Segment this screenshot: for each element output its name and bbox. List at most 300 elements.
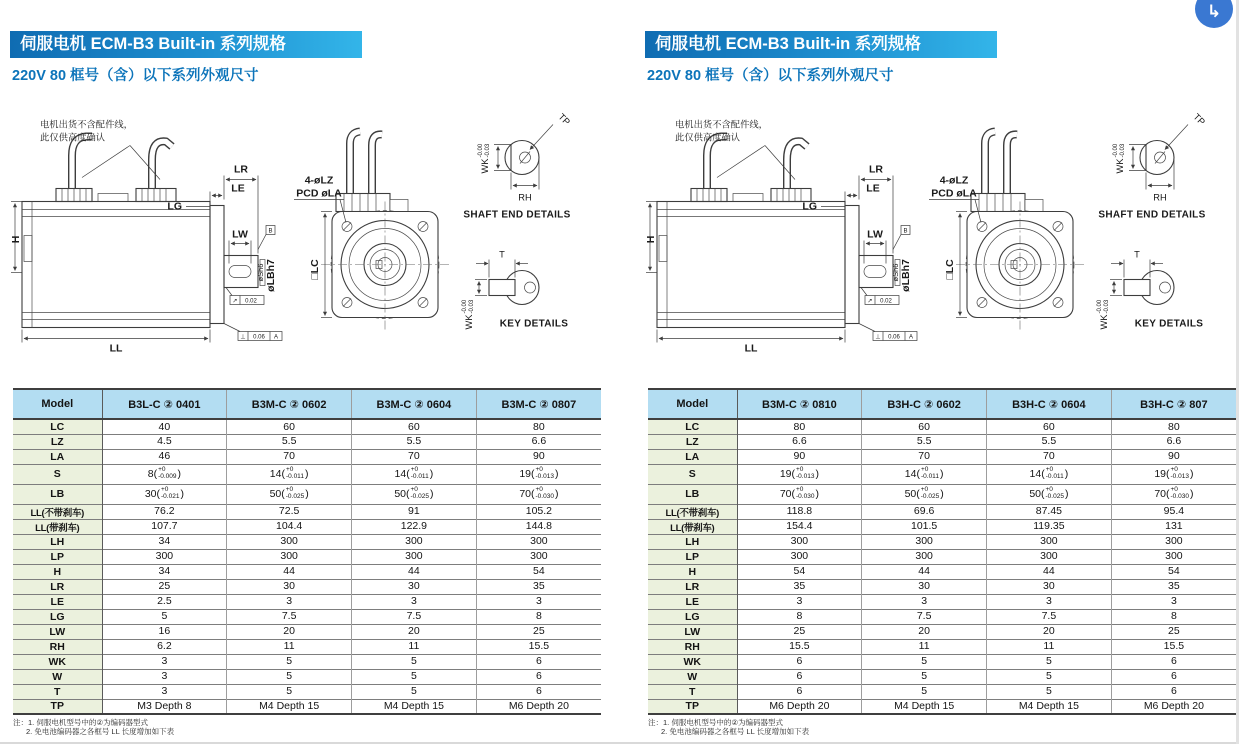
table-row: [648, 534, 1236, 549]
row-label: LZ: [648, 434, 737, 449]
table-cell: 104.4: [227, 519, 352, 534]
table-cell: 6.6: [476, 434, 601, 449]
tolerance-lower: -0.011: [920, 473, 939, 480]
column-header-model: B3M-C ② 0810: [737, 389, 862, 419]
table-cell: 300: [476, 534, 601, 549]
value-close: ): [304, 467, 309, 480]
table-row: [648, 639, 1236, 654]
row-label: LW: [13, 624, 102, 639]
tolerance-stack: [1171, 486, 1189, 500]
table-cell: 11: [862, 639, 987, 654]
table-cell: M4 Depth 15: [227, 699, 352, 714]
column-header-model: B3L-C ② 0401: [102, 389, 227, 419]
table-cell: [476, 484, 601, 504]
table-cell: 5.5: [987, 434, 1112, 449]
table-cell: 30: [862, 579, 987, 594]
row-label: LR: [13, 579, 102, 594]
table-cell: [737, 484, 862, 504]
table-row: [648, 594, 1236, 609]
table-cell: 90: [476, 449, 601, 464]
table-row: [13, 549, 601, 564]
spec-panel-right: [645, 0, 1239, 744]
value-close: ): [429, 467, 434, 480]
table-cell: 300: [987, 534, 1112, 549]
table-cell: M6 Depth 20: [476, 699, 601, 714]
table-cell: 15.5: [737, 639, 862, 654]
table-cell: 300: [987, 549, 1112, 564]
download-icon: ↳: [1206, 2, 1222, 21]
row-label: LL(带刹车): [13, 519, 102, 534]
note-line-1: 注：1. 伺服电机型号中的②为编码器型式: [648, 718, 784, 727]
tolerance-upper: +0: [410, 466, 419, 473]
tolerance-lower: -0.013: [535, 473, 554, 480]
table-row: [648, 669, 1236, 684]
tolerance-lower: -0.011: [410, 473, 429, 480]
table-cell: 69.6: [862, 504, 987, 519]
table-row: [648, 419, 1236, 434]
table-cell: 30: [987, 579, 1112, 594]
dimension-table: [648, 388, 1236, 715]
value-close: ): [305, 487, 309, 500]
table-cell: 44: [227, 564, 352, 579]
table-cell: 25: [1111, 624, 1236, 639]
table-row: [648, 609, 1236, 624]
tolerance-stack: [536, 486, 554, 500]
table-row: [13, 449, 601, 464]
table-cell: 30: [227, 579, 352, 594]
table-cell: 3: [1111, 594, 1236, 609]
table-cell: 5: [227, 654, 352, 669]
column-header-label: Model: [648, 389, 737, 419]
table-cell: 5: [227, 684, 352, 699]
table-cell: 5: [862, 654, 987, 669]
table-row: [648, 464, 1236, 484]
table-cell: 25: [737, 624, 862, 639]
table-cell: 35: [476, 579, 601, 594]
table-cell: 15.5: [476, 639, 601, 654]
table-cell: M4 Depth 15: [862, 699, 987, 714]
table-row: [648, 699, 1236, 714]
table-cell: 300: [102, 549, 227, 564]
tolerance-lower: -0.030: [1170, 493, 1189, 500]
tolerance-stack: [796, 466, 814, 480]
table-body: [13, 419, 601, 714]
table-cell: 4.5: [102, 434, 227, 449]
row-label: T: [648, 684, 737, 699]
table-cell: [1111, 484, 1236, 504]
tolerance-lower: -0.013: [1170, 473, 1189, 480]
value-close: ): [1189, 487, 1194, 500]
table-cell: 300: [227, 534, 352, 549]
value-close: ): [1189, 467, 1194, 480]
tolerance-upper: +0: [920, 466, 929, 473]
table-row: [648, 484, 1236, 504]
tolerance-upper: +0: [285, 486, 294, 493]
table-cell: 80: [476, 419, 601, 434]
tolerance-lower: -0.009: [158, 473, 177, 480]
section-title: 伺服电机 ECM-B3 Built-in 系列规格: [655, 35, 921, 53]
tolerance-stack: [921, 486, 939, 500]
table-cell: 6: [476, 669, 601, 684]
table-cell: 40: [102, 419, 227, 434]
note-line-2: 2. 免电池编码器之各框号 LL 长度增加如下表: [26, 727, 175, 736]
table-cell: 3: [102, 654, 227, 669]
table-cell: 3: [227, 594, 352, 609]
motor-dimension-diagram: [10, 108, 610, 366]
row-label: LL(不带刹车): [13, 504, 102, 519]
table-cell: 5: [987, 684, 1112, 699]
table-cell: [227, 464, 352, 484]
value-close: ): [815, 487, 819, 500]
value-main: 14(: [904, 467, 920, 480]
tolerance-stack: [411, 486, 429, 500]
table-cell: 118.8: [737, 504, 862, 519]
tolerance-lower: -0.030: [535, 493, 554, 500]
table-cell: 34: [102, 534, 227, 549]
tolerance-lower: -0.025: [410, 493, 429, 500]
table-cell: 20: [987, 624, 1112, 639]
table-cell: M4 Depth 15: [987, 699, 1112, 714]
row-label: LA: [648, 449, 737, 464]
table-cell: 7.5: [862, 609, 987, 624]
value-main: 19(: [1154, 467, 1170, 480]
table-cell: [1111, 464, 1236, 484]
tolerance-upper: +0: [158, 466, 166, 473]
table-cell: 300: [737, 534, 862, 549]
value-main: 50(: [269, 487, 285, 500]
tolerance-upper: +0: [410, 486, 418, 493]
table-cell: [862, 464, 987, 484]
table-cell: 2.5: [102, 594, 227, 609]
table-row: [13, 639, 601, 654]
tolerance-lower: -0.025: [285, 493, 305, 500]
table-cell: 70: [352, 449, 477, 464]
table-cell: 3: [102, 684, 227, 699]
row-label: W: [648, 669, 737, 684]
value-main: 8(: [147, 467, 158, 480]
tolerance-stack: [796, 486, 814, 500]
tolerance-lower: -0.030: [796, 493, 815, 500]
section-subtitle: 220V 80 框号（含）以下系列外观尺寸: [647, 68, 894, 84]
table-cell: 5.5: [227, 434, 352, 449]
tolerance-upper: +0: [920, 486, 929, 493]
table-cell: 105.2: [476, 504, 601, 519]
tolerance-upper: +0: [161, 486, 169, 493]
table-header: [648, 389, 1236, 419]
table-row: [648, 579, 1236, 594]
row-label: LR: [648, 579, 737, 594]
dimension-table: [13, 388, 601, 715]
spec-panel-left: [10, 0, 610, 744]
value-close: ): [177, 467, 182, 480]
table-cell: 60: [352, 419, 477, 434]
table-notes: [13, 718, 601, 736]
table-cell: [352, 484, 477, 504]
value-main: 14(: [269, 467, 285, 480]
row-label: S: [13, 464, 102, 484]
table-cell: 20: [862, 624, 987, 639]
value-main: 14(: [1029, 467, 1045, 480]
table-cell: 300: [227, 549, 352, 564]
table-cell: 60: [227, 419, 352, 434]
value-main: 70(: [519, 487, 535, 500]
table-cell: M6 Depth 20: [737, 699, 862, 714]
column-header-label: Model: [13, 389, 102, 419]
table-cell: 46: [102, 449, 227, 464]
table-row: [648, 504, 1236, 519]
table-row: [648, 564, 1236, 579]
table-cell: 6: [476, 684, 601, 699]
table-cell: 80: [737, 419, 862, 434]
tolerance-upper: +0: [1045, 466, 1054, 473]
table-cell: [227, 484, 352, 504]
table-cell: [476, 464, 601, 484]
tolerance-upper: +0: [535, 466, 543, 473]
table-cell: 6.6: [1111, 434, 1236, 449]
value-main: 30(: [144, 487, 160, 500]
table-cell: 3: [102, 669, 227, 684]
table-cell: 6.2: [102, 639, 227, 654]
header-row: [13, 389, 601, 419]
table-cell: 5: [862, 684, 987, 699]
note-line-1: 注：1. 伺服电机型号中的②为编码器型式: [13, 718, 149, 727]
table-row: [13, 484, 601, 504]
table-cell: 154.4: [737, 519, 862, 534]
value-close: ): [815, 467, 819, 480]
tolerance-upper: +0: [796, 486, 804, 493]
section-title-banner: [645, 31, 997, 58]
value-main: 70(: [1154, 487, 1170, 500]
table-cell: [102, 484, 227, 504]
table-cell: 6: [737, 654, 862, 669]
table-cell: 5: [352, 669, 477, 684]
table-header: [13, 389, 601, 419]
tolerance-lower: -0.013: [796, 473, 815, 480]
tolerance-stack: [286, 466, 304, 480]
table-cell: 60: [987, 419, 1112, 434]
table-cell: 80: [1111, 419, 1236, 434]
table-cell: 30: [352, 579, 477, 594]
table-cell: 6: [1111, 684, 1236, 699]
tolerance-stack: [161, 486, 179, 500]
table-cell: 70: [862, 449, 987, 464]
row-label: H: [13, 564, 102, 579]
table-cell: 5: [862, 669, 987, 684]
table-cell: 54: [1111, 564, 1236, 579]
value-close: ): [554, 487, 559, 500]
table-cell: 90: [737, 449, 862, 464]
column-header-model: B3H-C ② 807: [1111, 389, 1236, 419]
row-label: LP: [13, 549, 102, 564]
table-cell: 90: [1111, 449, 1236, 464]
table-row: [13, 434, 601, 449]
row-label: LP: [648, 549, 737, 564]
table-cell: [862, 484, 987, 504]
table-cell: 76.2: [102, 504, 227, 519]
tolerance-stack: [1046, 486, 1064, 500]
table-cell: 8: [476, 609, 601, 624]
table-cell: 54: [476, 564, 601, 579]
table-row: [13, 699, 601, 714]
table-cell: 5.5: [862, 434, 987, 449]
table-row: [13, 684, 601, 699]
row-label: TP: [648, 699, 737, 714]
table-cell: 3: [737, 594, 862, 609]
value-close: ): [1064, 487, 1069, 500]
table-cell: 5: [227, 669, 352, 684]
tolerance-stack: [286, 486, 304, 500]
table-cell: [102, 464, 227, 484]
table-row: [13, 609, 601, 624]
row-label: LW: [648, 624, 737, 639]
tolerance-lower: -0.025: [920, 493, 940, 500]
row-label: WK: [13, 654, 102, 669]
table-cell: 44: [352, 564, 477, 579]
row-label: T: [13, 684, 102, 699]
table-row: [13, 564, 601, 579]
tolerance-upper: +0: [285, 466, 294, 473]
value-main: 14(: [394, 467, 410, 480]
table-cell: 5: [102, 609, 227, 624]
table-cell: 300: [476, 549, 601, 564]
table-cell: [352, 464, 477, 484]
table-cell: 95.4: [1111, 504, 1236, 519]
table-cell: [987, 484, 1112, 504]
table-cell: 131: [1111, 519, 1236, 534]
column-header-model: B3M-C ② 0807: [476, 389, 601, 419]
table-row: [13, 464, 601, 484]
table-body: [648, 419, 1236, 714]
table-row: [13, 534, 601, 549]
table-row: [13, 504, 601, 519]
table-cell: 11: [227, 639, 352, 654]
table-notes: [648, 718, 1236, 736]
value-main: 50(: [904, 487, 920, 500]
section-subtitle: 220V 80 框号（含）以下系列外观尺寸: [12, 68, 259, 84]
row-label: RH: [13, 639, 102, 654]
table-cell: 6: [1111, 669, 1236, 684]
table-cell: 6: [1111, 654, 1236, 669]
tolerance-upper: +0: [1045, 486, 1053, 493]
section-title: 伺服电机 ECM-B3 Built-in 系列规格: [20, 35, 286, 53]
table-cell: 5: [352, 654, 477, 669]
table-cell: 300: [352, 549, 477, 564]
value-close: ): [1064, 467, 1069, 480]
table-row: [13, 654, 601, 669]
tolerance-upper: +0: [796, 466, 804, 473]
table-row: [648, 684, 1236, 699]
header-row: [648, 389, 1236, 419]
table-cell: M4 Depth 15: [352, 699, 477, 714]
tolerance-lower: -0.011: [1045, 473, 1064, 480]
row-label: LB: [648, 484, 737, 504]
table-cell: 20: [227, 624, 352, 639]
table-cell: 101.5: [862, 519, 987, 534]
table-cell: 70: [987, 449, 1112, 464]
column-header-model: B3H-C ② 0602: [862, 389, 987, 419]
table-cell: 300: [737, 549, 862, 564]
value-main: 19(: [779, 467, 795, 480]
table-cell: 107.7: [102, 519, 227, 534]
row-label: LG: [648, 609, 737, 624]
table-cell: 7.5: [987, 609, 1112, 624]
table-cell: M6 Depth 20: [1111, 699, 1236, 714]
table-cell: 5.5: [352, 434, 477, 449]
table-cell: 300: [1111, 549, 1236, 564]
row-label: LA: [13, 449, 102, 464]
value-main: 70(: [779, 487, 795, 500]
table-cell: 6: [476, 654, 601, 669]
table-cell: 119.35: [987, 519, 1112, 534]
row-label: LE: [13, 594, 102, 609]
value-close: ): [939, 467, 944, 480]
table-cell: 6: [737, 684, 862, 699]
table-cell: 3: [352, 594, 477, 609]
value-close: ): [940, 487, 944, 500]
dimension-table-wrap: [648, 388, 1236, 736]
table-cell: 54: [737, 564, 862, 579]
tolerance-upper: +0: [1170, 486, 1178, 493]
value-close: ): [554, 467, 559, 480]
tolerance-stack: [411, 466, 429, 480]
row-label: W: [13, 669, 102, 684]
row-label: LH: [13, 534, 102, 549]
table-cell: 7.5: [352, 609, 477, 624]
table-cell: 300: [352, 534, 477, 549]
table-cell: 60: [862, 419, 987, 434]
tolerance-stack: [536, 466, 554, 480]
table-cell: 7.5: [227, 609, 352, 624]
table-row: [13, 579, 601, 594]
table-cell: 3: [476, 594, 601, 609]
table-cell: M3 Depth 8: [102, 699, 227, 714]
table-cell: 20: [352, 624, 477, 639]
column-header-model: B3H-C ② 0604: [987, 389, 1112, 419]
table-cell: 5: [987, 654, 1112, 669]
tolerance-upper: +0: [1170, 466, 1178, 473]
table-cell: 87.45: [987, 504, 1112, 519]
table-cell: 8: [1111, 609, 1236, 624]
row-label: RH: [648, 639, 737, 654]
row-label: LH: [648, 534, 737, 549]
row-label: LE: [648, 594, 737, 609]
table-row: [13, 624, 601, 639]
table-cell: 300: [862, 534, 987, 549]
section-title-banner: [10, 31, 362, 58]
note-line-2: 2. 免电池编码器之各框号 LL 长度增加如下表: [661, 727, 810, 736]
table-cell: 11: [987, 639, 1112, 654]
table-row: [13, 594, 601, 609]
motor-dimension-diagram: [645, 108, 1239, 366]
row-label: H: [648, 564, 737, 579]
column-header-model: B3M-C ② 0604: [352, 389, 477, 419]
table-cell: 25: [102, 579, 227, 594]
table-cell: 34: [102, 564, 227, 579]
row-label: WK: [648, 654, 737, 669]
table-cell: 16: [102, 624, 227, 639]
row-label: TP: [13, 699, 102, 714]
row-label: LC: [648, 419, 737, 434]
row-label: LC: [13, 419, 102, 434]
table-row: [648, 549, 1236, 564]
table-cell: 70: [227, 449, 352, 464]
table-cell: 44: [862, 564, 987, 579]
tolerance-lower: -0.025: [1045, 493, 1064, 500]
table-cell: 300: [862, 549, 987, 564]
table-cell: 6: [737, 669, 862, 684]
table-cell: 3: [987, 594, 1112, 609]
table-cell: 8: [737, 609, 862, 624]
